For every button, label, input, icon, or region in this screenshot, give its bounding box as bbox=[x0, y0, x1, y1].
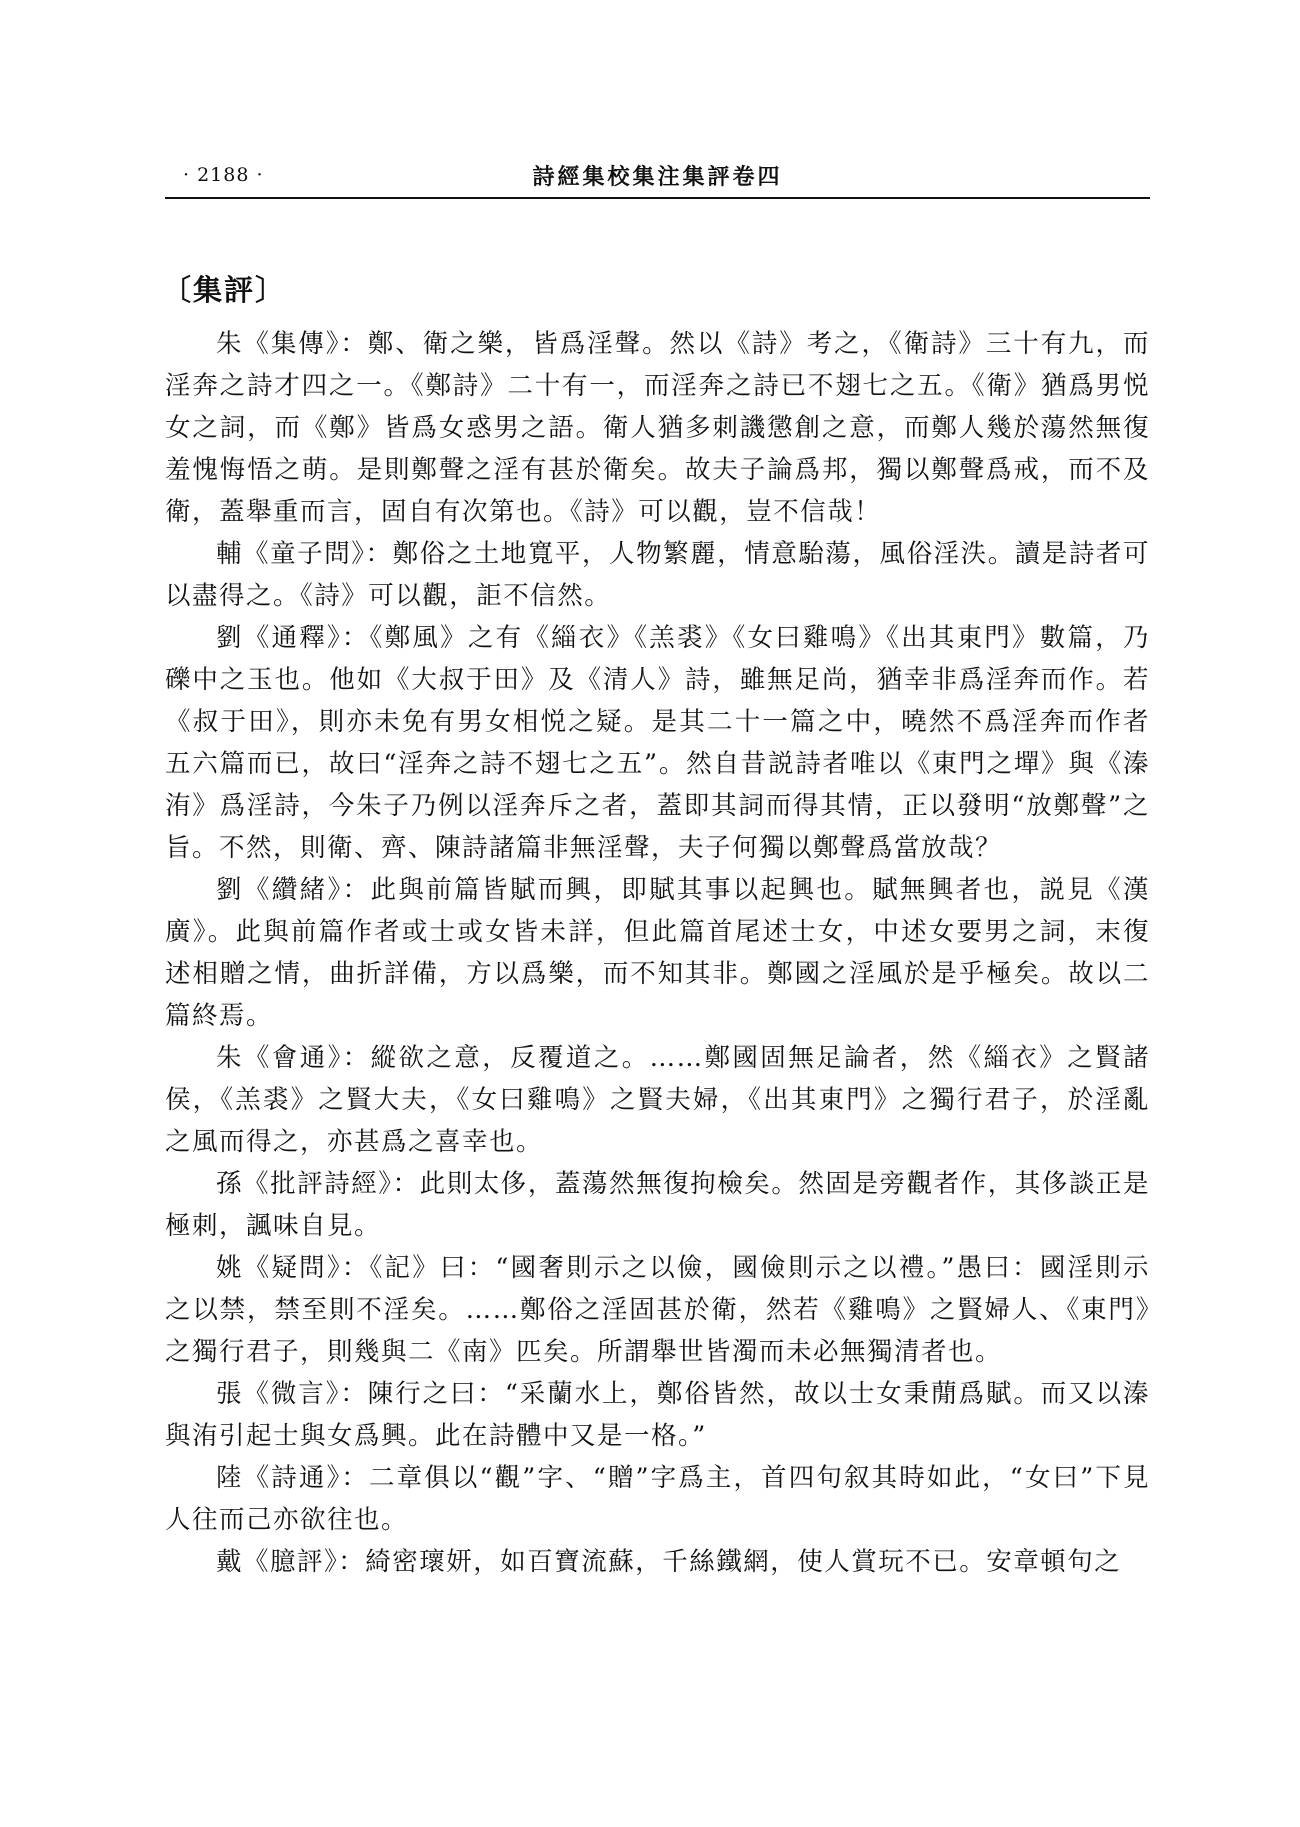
page-number: · 2188 · bbox=[183, 164, 264, 186]
header-rule bbox=[165, 197, 1150, 199]
commentary-paragraph: 朱《會通》：縱欲之意，反覆道之。……鄭國固無足論者，然《緇衣》之賢諸侯，《羔裘》之賢大夫，《女曰雞鳴》之賢夫婦，《出其東門》之獨行君子，於淫亂之風而得之，亦甚爲之喜幸也。 bbox=[165, 1043, 1150, 1157]
commentary-paragraph: 張《微言》：陳行之曰：“采蘭水上，鄭俗皆然，故以士女秉蕑爲賦。而又以溱與洧引起士與女爲興。此在詩體中又是一格。” bbox=[165, 1379, 1150, 1451]
commentary-paragraph: 輔《童子問》：鄭俗之土地寬平，人物繁麗，情意駘蕩，風俗淫泆。讀是詩者可以盡得之。《詩》可以觀，詎不信然。 bbox=[165, 539, 1150, 611]
commentary-paragraph: 戴《臆評》：綺密瓌妍，如百寶流蘇，千絲鐵網，使人賞玩不已。安章頓句之 bbox=[216, 1547, 1122, 1577]
commentary-paragraph: 劉《通釋》：《鄭風》之有《緇衣》《羔裘》《女曰雞鳴》《出其東門》數篇，乃礫中之玉也。他如《大叔于田》及《清人》詩，雖無足尚，猶幸非爲淫奔而作。若《叔于田》，則亦未免有男女相悦之疑。是其二十一篇之中，曉然不爲淫奔而作者五六篇而已，故曰“淫奔之詩不翅七之五”。然自昔説詩者唯以《東門之墠》與《溱洧》爲淫詩，今朱子乃例以淫奔斥之者，蓋即其詞而得其情，正以發明“放鄭聲”之旨。不然，則衛、齊、陳詩諸篇非無淫聲，夫子何獨以鄭聲爲當放哉？ bbox=[165, 623, 1150, 863]
commentary-paragraph: 孫《批評詩經》：此則太侈，蓋蕩然無復拘檢矣。然固是旁觀者作，其侈談正是極刺，諷味自見。 bbox=[165, 1169, 1150, 1241]
commentary-paragraph: 劉《纘緒》：此與前篇皆賦而興，即賦其事以起興也。賦無興者也，説見《漢廣》。此與前篇作者或士或女皆未詳，但此篇首尾述士女，中述女要男之詞，末復述相贈之情，曲折詳備，方以爲樂，而不知其非。鄭國之淫風於是乎極矣。故以二篇終焉。 bbox=[165, 875, 1150, 1031]
section-title: 〔集評〕 bbox=[162, 273, 287, 307]
page-header bbox=[165, 160, 1150, 196]
running-title: 詩經集校集注集評卷四 bbox=[532, 164, 783, 190]
commentary-paragraph: 姚《疑問》：《記》曰：“國奢則示之以儉，國儉則示之以禮。”愚曰：國淫則示之以禁，禁至則不淫矣。……鄭俗之淫固甚於衛，然若《雞鳴》之賢婦人、《東門》之獨行君子，則幾與二《南》匹矣。所謂舉世皆濁而未必無獨清者也。 bbox=[165, 1253, 1150, 1367]
commentary-paragraph: 陸《詩通》：二章俱以“觀”字、“贈”字爲主，首四句叙其時如此，“女曰”下見人往而己亦欲往也。 bbox=[165, 1463, 1150, 1535]
commentary-paragraph: 朱《集傳》：鄭、衛之樂，皆爲淫聲。然以《詩》考之，《衛詩》三十有九，而淫奔之詩才四之一。《鄭詩》二十有一，而淫奔之詩已不翅七之五。《衛》猶爲男悦女之詞，而《鄭》皆爲女惑男之語。衛人猶多刺譏懲創之意，而鄭人幾於蕩然無復羞愧悔悟之萌。是則鄭聲之淫有甚於衛矣。故夫子論爲邦，獨以鄭聲爲戒，而不及衛，蓋舉重而言，固自有次第也。《詩》可以觀，豈不信哉！ bbox=[165, 329, 1150, 527]
commentary-body bbox=[165, 323, 1150, 1583]
